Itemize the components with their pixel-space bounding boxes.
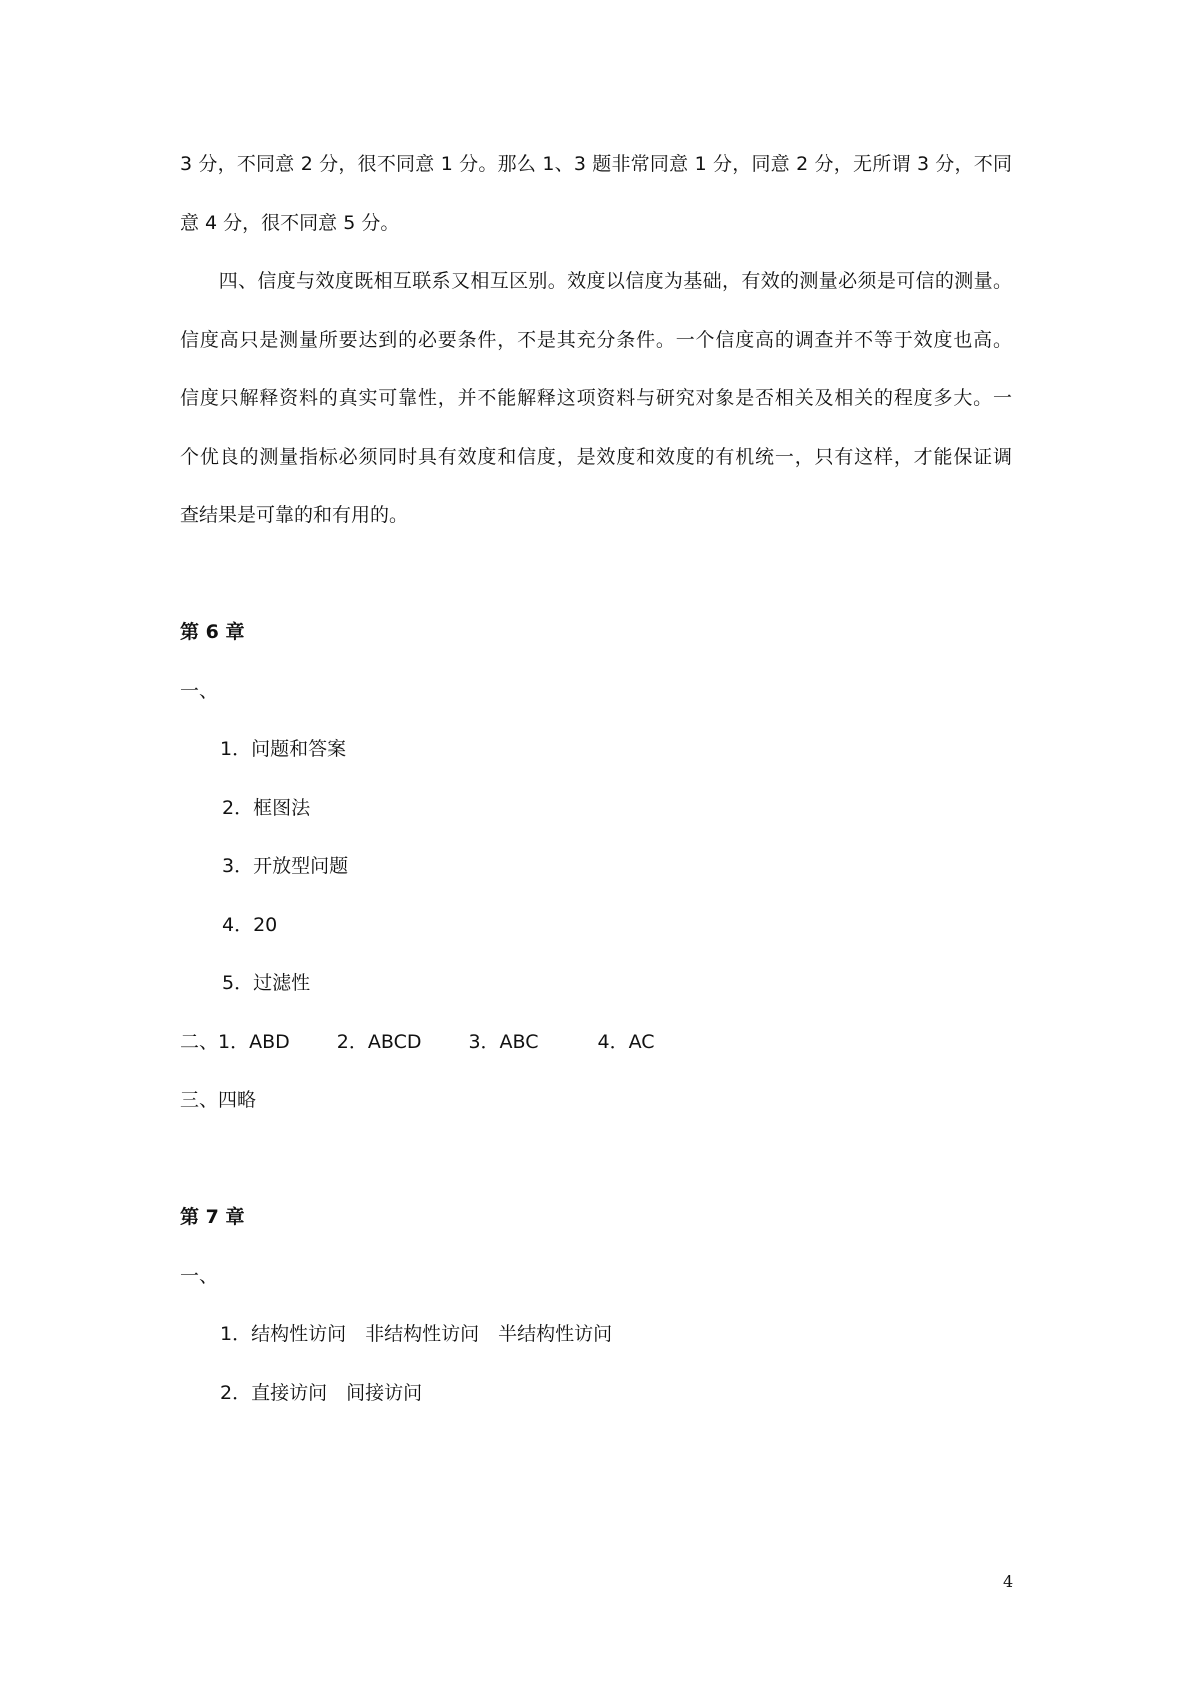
answer: 3．ABC xyxy=(468,1031,539,1053)
part-label: 三、四略 xyxy=(180,1089,257,1111)
part-label: 二、 xyxy=(180,1031,219,1053)
paragraph-start: 四、信度与效度既相互联系又相互区别。效度以信度为基础，有效的测量必须是可信的测量。 xyxy=(180,270,1012,292)
text-line: 个优良的测量指标必须同时具有效度和信度，是效度和效度的有机统一，只有这样，才能保证调 xyxy=(180,446,1012,468)
text-line: 信度高只是测量所要达到的必要条件，不是其充分条件。一个信度高的调查并不等于效度也高。 xyxy=(180,329,1012,351)
list-item: 5．过滤性 xyxy=(222,972,311,994)
text-line: 意 4 分，很不同意 5 分。 xyxy=(180,212,400,234)
list-item: 3．开放型问题 xyxy=(222,855,349,877)
list-item: 1．问题和答案 xyxy=(220,738,347,760)
chapter-heading: 第 6 章 xyxy=(180,621,245,643)
page-number: 4 xyxy=(1003,1572,1014,1591)
list-item: 4．20 xyxy=(222,914,278,936)
list-item: 2．框图法 xyxy=(222,797,311,819)
list-item: 1．结构性访问 非结构性访问 半结构性访问 xyxy=(220,1323,613,1345)
chapter-heading: 第 7 章 xyxy=(180,1206,245,1228)
text-line: 信度只解释资料的真实可靠性，并不能解释这项资料与研究对象是否相关及相关的程度多大。一 xyxy=(180,387,1012,409)
answer: 4．AC xyxy=(597,1031,655,1053)
answer: 1．ABD xyxy=(218,1031,290,1053)
answer-row xyxy=(180,1030,655,1054)
answer: 2．ABCD xyxy=(336,1031,422,1053)
part-label: 一、 xyxy=(180,1265,219,1287)
text-line: 3 分，不同意 2 分，很不同意 1 分。那么 1、3 题非常同意 1 分，同意 2 分，无所谓 3 分，不同 xyxy=(180,153,1012,175)
part-label: 一、 xyxy=(180,680,219,702)
text-line: 查结果是可靠的和有用的。 xyxy=(180,504,409,526)
list-item: 2．直接访问 间接访问 xyxy=(220,1382,423,1404)
